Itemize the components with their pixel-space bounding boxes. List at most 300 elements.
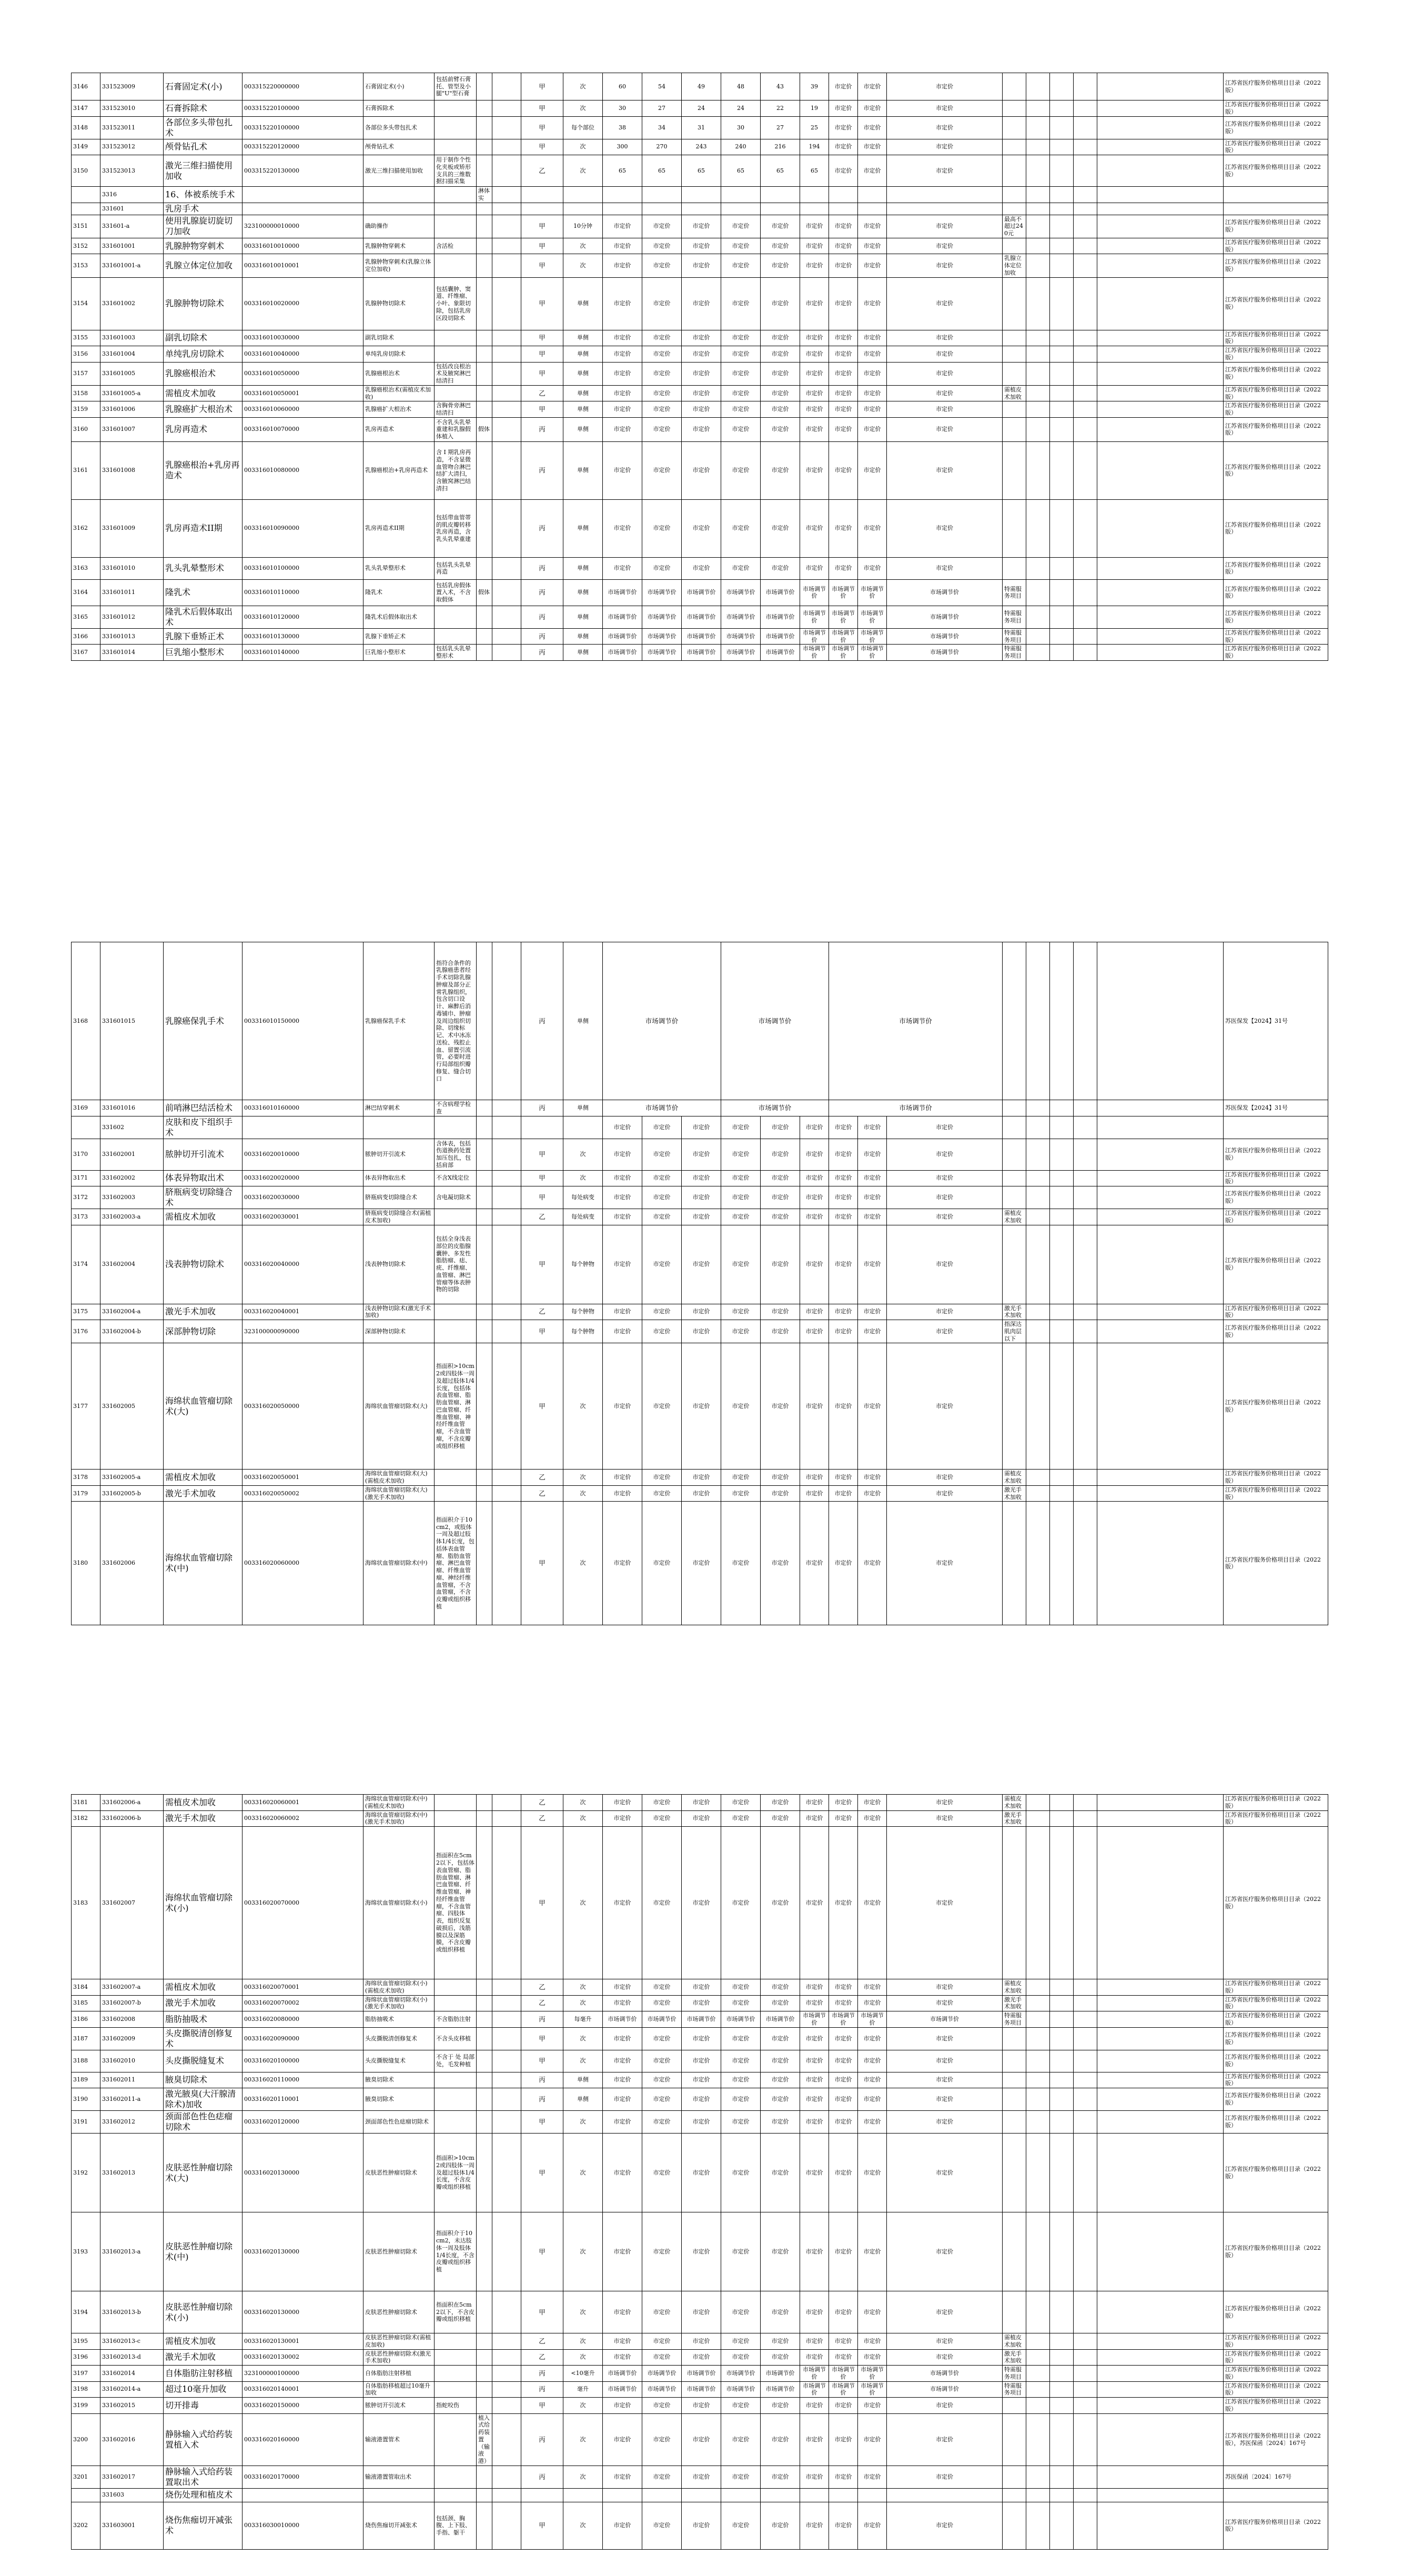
price-cell: 市定价 — [761, 1209, 800, 1225]
price-cell: 市定价 — [858, 1995, 887, 2011]
item-name-cell: 乳腺癌扩大根治术 — [164, 401, 243, 418]
price-cell: 市定价 — [761, 2398, 800, 2414]
price-cell: 市定价 — [800, 417, 829, 441]
blank-cell — [1026, 1827, 1050, 1979]
price-cell: 市定价 — [642, 1470, 682, 1486]
exclusion-cell — [477, 2502, 492, 2549]
national-code-cell: 003316020070000 — [243, 1827, 363, 1979]
price-cell: 市定价 — [682, 346, 721, 363]
content-cell: 指符合条件的乳腺癌患者经手术切除乳腺肿瘤及部分正常乳腺组织，包含切口设计、麻醉后消毒铺巾、肿瘤及周边组织切除、切缘标记、术中冰冻送检、残腔止血、留置引流管，必要时进行局部组织瓣修复、缝合切口 — [435, 942, 477, 1100]
price-cell: 市定价 — [603, 277, 642, 330]
blank-cell — [492, 1502, 521, 1625]
note-cell — [1003, 2413, 1026, 2466]
price-cell: 市定价 — [603, 2349, 642, 2366]
row-number-cell: 3181 — [72, 1795, 100, 1811]
item-code-cell: 331523009 — [100, 73, 164, 100]
price-cell: 市定价 — [642, 1795, 682, 1811]
item-name-cell: 海绵状血管瘤切除术(中) — [164, 1502, 243, 1625]
blank-cell — [1026, 2011, 1050, 2028]
blank-cell — [1026, 1139, 1050, 1170]
price-cell: 市定价 — [642, 330, 682, 346]
price-cell: 市定价 — [761, 330, 800, 346]
exclusion-cell — [477, 2398, 492, 2414]
blank-cell — [492, 330, 521, 346]
price-cell: 市场调节价 — [800, 606, 829, 628]
table-row — [72, 215, 1328, 238]
blank-cell — [1050, 1470, 1074, 1486]
price-cell: 30 — [603, 100, 642, 117]
price-cell: 市定价 — [603, 417, 642, 441]
price-cell: 市定价 — [829, 1209, 858, 1225]
item-name-cell: 激光手术加收 — [164, 1304, 243, 1320]
price-cell: 市定价 — [642, 2466, 682, 2488]
exclusion-cell — [477, 2027, 492, 2050]
price-cell — [887, 187, 1003, 203]
price-cell: 市定价 — [721, 1139, 761, 1170]
exclusion-cell — [477, 215, 492, 238]
source-cell: 苏医保发【2024】31号 — [1224, 942, 1328, 1100]
price-cell: 市场调节价 — [761, 2381, 800, 2398]
row-number-cell: 3183 — [72, 1827, 100, 1979]
price-cell: 市定价 — [761, 215, 800, 238]
note-cell — [1003, 2027, 1026, 2050]
price-cell: 市定价 — [642, 2291, 682, 2333]
price-cell: 市定价 — [603, 1343, 642, 1470]
item-code-cell: 331602005-b — [100, 1485, 164, 1502]
price-cell — [603, 2488, 642, 2502]
price-cell: 市定价 — [642, 441, 682, 499]
price-cell: 市场调节价 — [682, 579, 721, 606]
blank-cell — [492, 2366, 521, 2382]
price-cell: 市定价 — [682, 1170, 721, 1186]
unit-cell: 次 — [563, 1995, 603, 2011]
blank-cell — [1050, 942, 1074, 1100]
price-cell: 市定价 — [858, 73, 887, 100]
note-cell — [1003, 2050, 1026, 2072]
price-cell: 市定价 — [642, 499, 682, 557]
blank-cell — [1097, 100, 1224, 117]
content-cell — [435, 606, 477, 628]
exclusion-cell — [477, 1810, 492, 1827]
blank-cell — [1050, 645, 1074, 661]
exclusion-cell — [477, 2212, 492, 2291]
price-cell: 市定价 — [887, 1225, 1003, 1304]
blank-cell — [492, 385, 521, 401]
note-cell — [1003, 942, 1026, 1100]
class-cell: 丙 — [521, 441, 563, 499]
blank-cell — [492, 942, 521, 1100]
price-cell — [603, 187, 642, 203]
blank-cell — [1074, 1995, 1097, 2011]
blank-cell — [1026, 499, 1050, 557]
item-name-cell: 巨乳缩小整形术 — [164, 645, 243, 661]
blank-cell — [492, 2134, 521, 2212]
price-cell: 市定价 — [800, 1225, 829, 1304]
row-number-cell: 3148 — [72, 116, 100, 139]
item-code-cell: 331602016 — [100, 2413, 164, 2466]
price-cell: 市场调节价 — [887, 645, 1003, 661]
price-cell: 市场调节价 — [721, 606, 761, 628]
blank-cell — [1050, 2398, 1074, 2414]
national-name-cell: 皮肤恶性肿瘤切除术(需植皮加收) — [363, 2333, 435, 2350]
price-cell: 市场调节价 — [721, 2381, 761, 2398]
price-cell — [761, 187, 800, 203]
exclusion-cell — [477, 401, 492, 418]
item-name-cell: 乳腺立体定位加收 — [164, 254, 243, 277]
price-cell: 市定价 — [829, 362, 858, 385]
national-code-cell: 003316010080000 — [243, 441, 363, 499]
price-cell: 市定价 — [603, 1320, 642, 1343]
price-cell: 市定价 — [603, 385, 642, 401]
national-name-cell: 乳腺癌根治+乳房再造术 — [363, 441, 435, 499]
price-cell: 市定价 — [829, 2050, 858, 2072]
blank-cell — [492, 1304, 521, 1320]
note-cell — [1003, 238, 1026, 254]
price-cell: 市场调节价 — [887, 606, 1003, 628]
price-cell: 市定价 — [887, 1979, 1003, 1996]
price-cell: 市定价 — [887, 2398, 1003, 2414]
table-row — [72, 139, 1328, 155]
row-number-cell: 3174 — [72, 1225, 100, 1304]
table-row — [72, 2502, 1328, 2549]
unit-cell: 单侧 — [563, 385, 603, 401]
content-cell — [435, 1320, 477, 1343]
national-name-cell: 激光三维扫描使用加收 — [363, 155, 435, 187]
blank-cell — [492, 2502, 521, 2549]
blank-cell — [492, 1320, 521, 1343]
national-name-cell: 单纯乳房切除术 — [363, 346, 435, 363]
price-cell: 市定价 — [829, 2088, 858, 2111]
table-row — [72, 2488, 1328, 2502]
blank-cell — [1074, 203, 1097, 215]
price-cell: 市定价 — [721, 2212, 761, 2291]
blank-cell — [1097, 2333, 1224, 2350]
price-cell: 市定价 — [829, 1485, 858, 1502]
blank-cell — [1097, 203, 1224, 215]
price-cell: 市定价 — [800, 1795, 829, 1811]
price-cell: 市定价 — [829, 1795, 858, 1811]
price-cell — [682, 2488, 721, 2502]
blank-cell — [492, 238, 521, 254]
price-cell: 市定价 — [887, 2502, 1003, 2549]
table-row — [72, 100, 1328, 117]
price-cell: 市定价 — [829, 417, 858, 441]
national-code-cell: 003316010090000 — [243, 499, 363, 557]
national-name-cell: 皮肤恶性肿瘤切除术 — [363, 2134, 435, 2212]
note-cell — [1003, 330, 1026, 346]
price-cell: 39 — [800, 73, 829, 100]
unit-cell: 次 — [563, 155, 603, 187]
blank-cell — [1097, 1186, 1224, 1209]
price-cell: 市定价 — [858, 2027, 887, 2050]
price-cell: 市定价 — [800, 330, 829, 346]
national-name-cell: 乳腺癌保乳手术 — [363, 942, 435, 1100]
blank-cell — [1074, 1225, 1097, 1304]
price-cell: 市场调节价 — [761, 579, 800, 606]
national-code-cell: 003316020030000 — [243, 1186, 363, 1209]
class-cell: 乙 — [521, 1470, 563, 1486]
class-cell: 丙 — [521, 499, 563, 557]
item-name-cell: 颈面部色性色痣瘤切除术 — [164, 2111, 243, 2134]
exclusion-cell — [477, 2072, 492, 2088]
price-cell: 市定价 — [858, 1139, 887, 1170]
item-name-cell: 皮肤恶性肿瘤切除术(小) — [164, 2291, 243, 2333]
price-cell: 市定价 — [761, 2072, 800, 2088]
blank-cell — [492, 187, 521, 203]
price-cell: 市定价 — [721, 441, 761, 499]
price-cell: 市定价 — [887, 2212, 1003, 2291]
blank-cell — [1097, 1170, 1224, 1186]
price-cell: 65 — [761, 155, 800, 187]
unit-cell: 次 — [563, 1343, 603, 1470]
table-row — [72, 1827, 1328, 1979]
item-name-cell: 乳腺肿物切除术 — [164, 277, 243, 330]
price-cell: 市定价 — [858, 1343, 887, 1470]
item-code-cell: 331601003 — [100, 330, 164, 346]
blank-cell — [492, 1186, 521, 1209]
blank-cell — [1026, 2413, 1050, 2466]
blank-cell — [1097, 1795, 1224, 1811]
price-cell: 市场调节价 — [721, 2366, 761, 2382]
table-row — [72, 1304, 1328, 1320]
price-cell: 市场调节价 — [829, 628, 858, 645]
row-number-cell: 3198 — [72, 2381, 100, 2398]
source-cell: 江苏省医疗服务价格项目目录（2022版） — [1224, 628, 1328, 645]
row-number-cell: 3199 — [72, 2398, 100, 2414]
blank-cell — [492, 2291, 521, 2333]
price-cell: 市定价 — [858, 215, 887, 238]
row-number-cell — [72, 1116, 100, 1139]
source-cell — [1224, 187, 1328, 203]
price-cell: 市场调节价 — [642, 606, 682, 628]
blank-cell — [492, 2381, 521, 2398]
price-cell: 市定价 — [642, 1320, 682, 1343]
blank-cell — [492, 606, 521, 628]
item-code-cell: 331603 — [100, 2488, 164, 2502]
price-cell: 市定价 — [603, 499, 642, 557]
unit-cell: 次 — [563, 1485, 603, 1502]
row-number-cell: 3159 — [72, 401, 100, 418]
price-cell: 市定价 — [800, 215, 829, 238]
price-cell: 22 — [761, 100, 800, 117]
national-code-cell: 003316010130000 — [243, 628, 363, 645]
price-cell: 市定价 — [800, 1139, 829, 1170]
blank-cell — [1050, 238, 1074, 254]
price-cell: 市定价 — [887, 139, 1003, 155]
price-cell: 市场调节价 — [603, 2366, 642, 2382]
exclusion-cell — [477, 2088, 492, 2111]
price-cell: 市定价 — [721, 1795, 761, 1811]
source-cell: 江苏省医疗服务价格项目目录（2022版） — [1224, 2291, 1328, 2333]
note-cell: 特需服务项目 — [1003, 645, 1026, 661]
content-cell — [435, 1470, 477, 1486]
note-cell — [1003, 2488, 1026, 2502]
price-cell: 市定价 — [829, 2349, 858, 2366]
row-number-cell: 3193 — [72, 2212, 100, 2291]
blank-cell — [1074, 2381, 1097, 2398]
unit-cell: 每处病变 — [563, 1209, 603, 1225]
note-cell — [1003, 1116, 1026, 1139]
exclusion-cell: 假体 — [477, 417, 492, 441]
note-cell — [1003, 277, 1026, 330]
unit-cell: 单侧 — [563, 2088, 603, 2111]
source-cell: 江苏省医疗服务价格项目目录（2022版） — [1224, 139, 1328, 155]
unit-cell — [563, 203, 603, 215]
price-cell: 市定价 — [603, 401, 642, 418]
blank-cell — [1097, 1225, 1224, 1304]
exclusion-cell — [477, 330, 492, 346]
class-cell: 乙 — [521, 1810, 563, 1827]
price-cell: 市定价 — [682, 401, 721, 418]
price-cell: 市定价 — [800, 1979, 829, 1996]
national-code-cell: 003316020150000 — [243, 2398, 363, 2414]
price-cell — [721, 187, 761, 203]
national-code-cell: 003316010050001 — [243, 385, 363, 401]
row-number-cell: 3180 — [72, 1502, 100, 1625]
price-cell: 市定价 — [721, 2502, 761, 2549]
item-name-cell: 激光手术加收 — [164, 1485, 243, 1502]
exclusion-cell: 植入式给药装置（输液港） — [477, 2413, 492, 2466]
price-cell: 市定价 — [800, 2088, 829, 2111]
price-cell: 65 — [721, 155, 761, 187]
source-cell: 江苏省医疗服务价格项目目录（2022版） — [1224, 215, 1328, 238]
row-number-cell: 3158 — [72, 385, 100, 401]
national-code-cell: 003316010110000 — [243, 579, 363, 606]
exclusion-cell — [477, 1979, 492, 1996]
source-cell: 江苏省医疗服务价格项目目录（2022版） — [1224, 1470, 1328, 1486]
blank-cell — [1050, 2413, 1074, 2466]
price-cell: 市定价 — [682, 1995, 721, 2011]
national-code-cell: 003315220120000 — [243, 139, 363, 155]
price-cell: 市场调节价 — [682, 2381, 721, 2398]
national-name-cell: 自体脂肪注射移植 — [363, 2366, 435, 2382]
row-number-cell: 3168 — [72, 942, 100, 1100]
source-cell: 江苏省医疗服务价格项目目录（2022版） — [1224, 1209, 1328, 1225]
blank-cell — [1050, 2134, 1074, 2212]
price-cell: 市定价 — [721, 1343, 761, 1470]
table-row — [72, 942, 1328, 1100]
table-row — [72, 1170, 1328, 1186]
blank-cell — [1050, 1100, 1074, 1116]
source-cell: 江苏省医疗服务价格项目目录（2022版） — [1224, 2088, 1328, 2111]
price-cell — [761, 203, 800, 215]
blank-cell — [1074, 645, 1097, 661]
unit-cell: 次 — [563, 1502, 603, 1625]
price-cell: 市定价 — [642, 2088, 682, 2111]
item-code-cell: 331602007-a — [100, 1979, 164, 1996]
price-cell: 市定价 — [682, 1827, 721, 1979]
price-cell: 市定价 — [682, 2291, 721, 2333]
price-cell: 市定价 — [761, 441, 800, 499]
blank-cell — [1097, 2011, 1224, 2028]
price-cell: 市定价 — [829, 1470, 858, 1486]
price-cell: 市定价 — [761, 1116, 800, 1139]
note-cell — [1003, 401, 1026, 418]
price-cell: 市定价 — [800, 1485, 829, 1502]
national-code-cell: 003316010010000 — [243, 238, 363, 254]
national-code-cell: 003316020060001 — [243, 1795, 363, 1811]
national-name-cell: 海绵状血管瘤切除术(中)(需植皮术加收) — [363, 1795, 435, 1811]
blank-cell — [1074, 139, 1097, 155]
note-cell: 特需服务项目 — [1003, 606, 1026, 628]
class-cell: 甲 — [521, 1186, 563, 1209]
blank-cell — [1074, 1116, 1097, 1139]
price-cell: 市定价 — [829, 2111, 858, 2134]
table-row — [72, 1979, 1328, 1996]
blank-cell — [1050, 203, 1074, 215]
national-name-cell: 乳腺癌根治术(需植皮术加收) — [363, 385, 435, 401]
class-cell: 甲 — [521, 2212, 563, 2291]
unit-cell: 次 — [563, 1810, 603, 1827]
table-row — [72, 2349, 1328, 2366]
exclusion-cell — [477, 1470, 492, 1486]
source-cell: 江苏省医疗服务价格项目目录（2022版） — [1224, 579, 1328, 606]
price-cell: 市定价 — [800, 346, 829, 363]
price-cell: 市场调节价 — [800, 628, 829, 645]
price-cell: 市定价 — [721, 1225, 761, 1304]
note-cell — [1003, 346, 1026, 363]
class-cell: 甲 — [521, 2502, 563, 2549]
content-cell: 含体表，包括伤道换药处置加压包扎，包括肩部 — [435, 1139, 477, 1170]
blank-cell — [1074, 254, 1097, 277]
blank-cell — [1026, 1116, 1050, 1139]
blank-cell — [1050, 2050, 1074, 2072]
content-cell — [435, 1995, 477, 2011]
price-cell: 市定价 — [858, 1170, 887, 1186]
price-cell: 市定价 — [761, 401, 800, 418]
item-name-cell: 隆乳术 — [164, 579, 243, 606]
price-cell: 市定价 — [829, 238, 858, 254]
price-cell: 市定价 — [761, 1139, 800, 1170]
blank-cell — [1050, 1343, 1074, 1470]
price-cell: 市定价 — [721, 1810, 761, 1827]
national-code-cell: 003316020130001 — [243, 2333, 363, 2350]
table-row — [72, 1225, 1328, 1304]
exclusion-cell — [477, 2381, 492, 2398]
price-cell: 市定价 — [682, 1485, 721, 1502]
source-cell: 江苏省医疗服务价格项目目录（2022版） — [1224, 1795, 1328, 1811]
blank-cell — [492, 1209, 521, 1225]
content-cell: 包括乳头乳晕再造 — [435, 557, 477, 579]
blank-cell — [1097, 2488, 1224, 2502]
unit-cell: 次 — [563, 2502, 603, 2549]
price-cell: 市定价 — [761, 1810, 800, 1827]
blank-cell — [1026, 2366, 1050, 2382]
item-name-cell: 脂肪抽吸术 — [164, 2011, 243, 2028]
blank-cell — [1050, 2466, 1074, 2488]
price-cell: 市定价 — [603, 1979, 642, 1996]
price-cell: 市定价 — [761, 2027, 800, 2050]
item-name-cell: 切开排毒 — [164, 2398, 243, 2414]
blank-cell — [1026, 155, 1050, 187]
blank-cell — [1097, 2212, 1224, 2291]
national-name-cell: 各部位多头带包扎术 — [363, 116, 435, 139]
national-name-cell: 颅骨钻孔术 — [363, 139, 435, 155]
price-cell: 市定价 — [887, 2050, 1003, 2072]
price-cell: 市定价 — [858, 254, 887, 277]
row-number-cell — [72, 187, 100, 203]
price-cell: 市定价 — [887, 1470, 1003, 1486]
blank-cell — [1097, 1470, 1224, 1486]
blank-cell — [1026, 1186, 1050, 1209]
class-cell: 甲 — [521, 1225, 563, 1304]
class-cell: 丙 — [521, 2381, 563, 2398]
price-cell: 市定价 — [721, 362, 761, 385]
item-code-cell: 331602006-b — [100, 1810, 164, 1827]
price-cell: 市定价 — [761, 2333, 800, 2350]
unit-cell: 次 — [563, 2027, 603, 2050]
blank-cell — [1074, 1485, 1097, 1502]
